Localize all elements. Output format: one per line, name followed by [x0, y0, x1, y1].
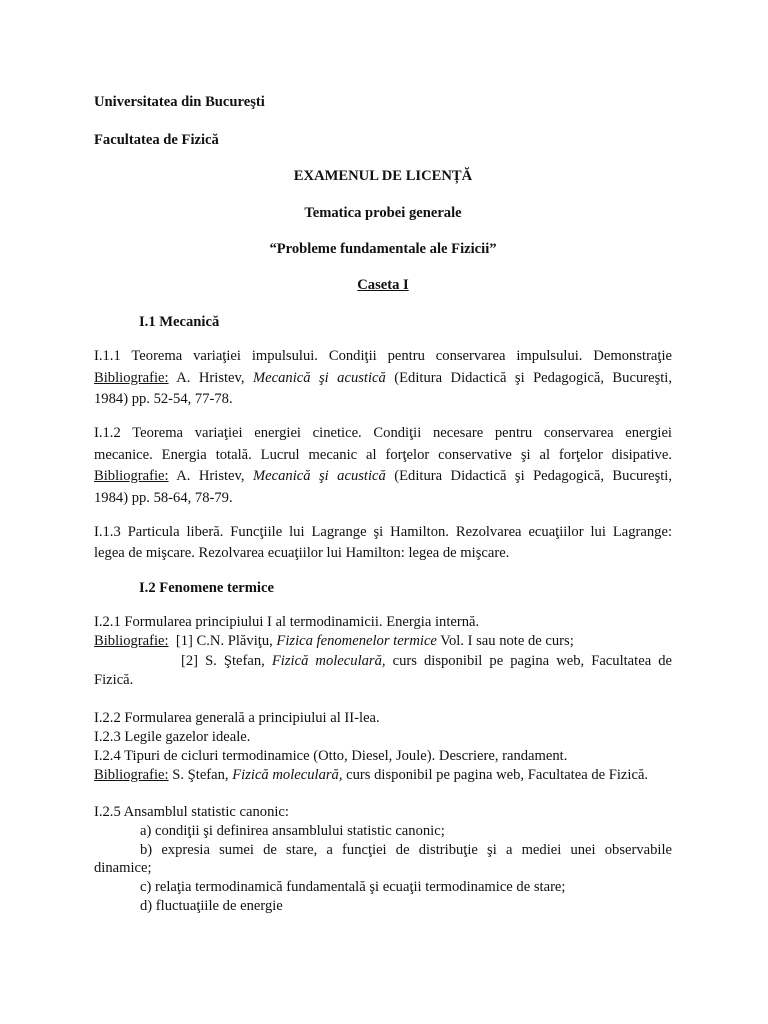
bib-book-title: Fizică moleculară,: [271, 653, 386, 669]
item-i123: I.2.3 Legile gazelor ideale.: [94, 729, 251, 745]
item-i111-line1: I.1.1 Teorema variaţiei impulsului. Condiţii pentru conservarea impulsului. Demonstraţie: [94, 348, 672, 364]
item-i124-bibliography: [94, 766, 648, 785]
caseta-label: Caseta I: [357, 277, 409, 293]
bib-note: Vol. I sau note de curs;: [440, 633, 574, 649]
item-i125-b-line1: b) expresia sumei de stare, a funcţiei de distribuţie şi a mediei unei observabile: [140, 842, 672, 858]
item-i122: I.2.2 Formularea generală a principiului al II-lea.: [94, 710, 380, 726]
bib-author: A. Hristev,: [176, 370, 245, 386]
bib-book-title: Mecanică şi acustică: [253, 468, 386, 484]
item-i121-ref2-cont: Fizică.: [94, 672, 134, 688]
bibliografie-label: Bibliografie:: [94, 767, 169, 783]
item-i125-c: c) relaţia termodinamică fundamentală şi ecuaţii termodinamice de stare;: [140, 879, 566, 895]
item-i121-line1: I.2.1 Formularea principiului I al termodinamicii. Energia internă.: [94, 614, 480, 630]
exam-title: EXAMENUL DE LICENȚĂ: [293, 168, 473, 184]
bib-book-title: Mecanică şi acustică: [253, 370, 386, 386]
bibliografie-label: Bibliografie:: [94, 468, 169, 484]
bib-author: S. Ştefan,: [172, 767, 229, 783]
bib-note: curs disponibil pe pagina web, Facultatea de: [392, 653, 672, 669]
bib-book-title: Fizica fenomenelor termice: [276, 633, 437, 649]
bib-author: A. Hristev,: [176, 468, 245, 484]
section-heading-fenomene-termice: I.2 Fenomene termice: [139, 580, 274, 596]
bibliografie-label: Bibliografie:: [94, 370, 169, 386]
university-name: Universitatea din Bucureşti: [94, 94, 265, 110]
item-i111-bibliography: [94, 369, 672, 388]
caseta-heading: [94, 276, 672, 295]
item-i112-line2: mecanice. Energia totală. Lucrul mecanic al forţelor conservative şi al forţelor disipative.: [94, 447, 672, 463]
exam-quote-title: “Probleme fundamentale ale Fizicii”: [269, 241, 497, 257]
item-i121-ref2: [181, 652, 672, 671]
exam-subtitle: Tematica probei generale: [304, 205, 462, 221]
item-i121-ref1: [94, 632, 574, 651]
item-i112-line4: 1984) pp. 58-64, 78-79.: [94, 490, 233, 506]
faculty-name: Facultatea de Fizică: [94, 132, 219, 148]
item-i113-line1: I.1.3 Particula liberă. Funcţiile lui Lagrange şi Hamilton. Rezolvarea ecuaţiilor lui Lagrange:: [94, 524, 672, 540]
bib-author: [1] C.N. Plăviţu,: [175, 633, 273, 649]
item-i125-title: I.2.5 Ansamblul statistic canonic:: [94, 804, 289, 820]
item-i124: I.2.4 Tipuri de cicluri termodinamice (Otto, Diesel, Joule). Descriere, randament.: [94, 748, 568, 764]
bib-publisher: (Editura Didactică şi Pedagogică, Bucureşti,: [394, 468, 673, 484]
item-i111-line3: 1984) pp. 52-54, 77-78.: [94, 391, 233, 407]
item-i125-a: a) condiţii şi definirea ansamblului statistic canonic;: [140, 823, 445, 839]
item-i112-bibliography: [94, 467, 672, 486]
bib-publisher: (Editura Didactică şi Pedagogică, Bucureşti,: [394, 370, 673, 386]
item-i125-b-line2: dinamice;: [94, 860, 152, 876]
bib-note: curs disponibil pe pagina web, Facultatea de Fizică.: [346, 767, 649, 783]
item-i113-line2: legea de mişcare. Rezolvarea ecuaţiilor lui Hamilton: legea de mişcare.: [94, 545, 510, 561]
section-heading-mecanica: I.1 Mecanică: [139, 314, 220, 330]
bib-book-title: Fizică moleculară,: [232, 767, 343, 783]
item-i112-line1: I.1.2 Teorema variaţiei energiei cinetice. Condiţii necesare pentru conservarea energiei: [94, 425, 672, 441]
bibliografie-label: Bibliografie:: [94, 633, 169, 649]
item-i125-d: d) fluctuaţiile de energie: [140, 898, 283, 914]
bib-author: [2] S. Ştefan,: [181, 653, 265, 669]
